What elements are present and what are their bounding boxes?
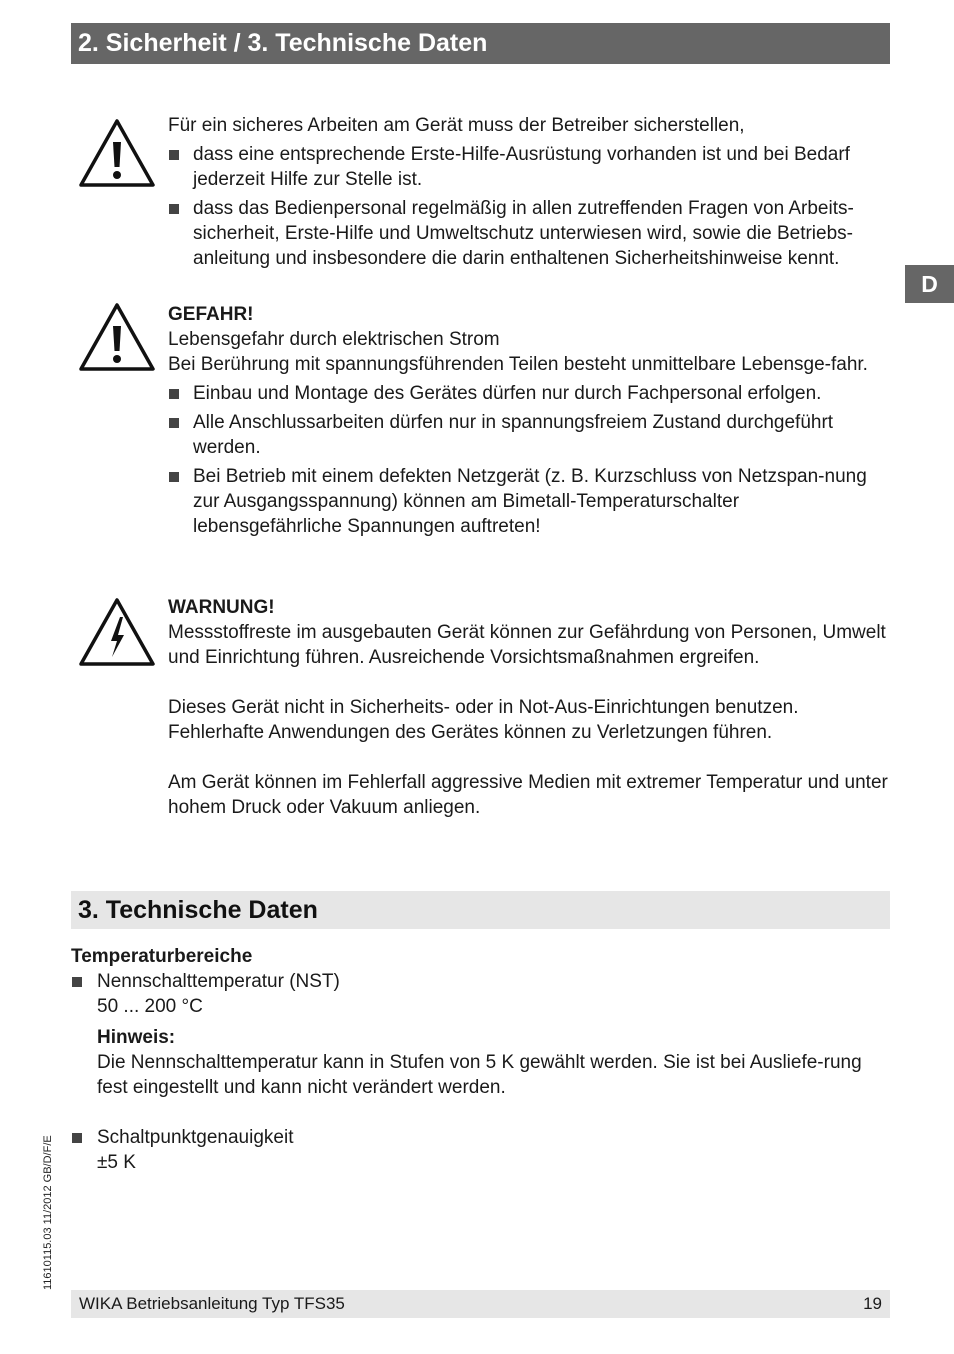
danger-line2: Bei Berührung mit spannungsführenden Teilen besteht unmittelbare Lebensge-fahr. xyxy=(168,354,868,375)
warning-para3: Am Gerät können im Fehlerfall aggressive Medien mit extremer Temperatur und unter hohem Druck oder Vakuum anliegen. xyxy=(168,772,888,818)
bullet-square-icon xyxy=(169,418,179,428)
list-item: Einbau und Montage des Gerätes dürfen nur durch Fachpersonal erfolgen. xyxy=(168,381,893,406)
page-header-title: 2. Sicherheit / 3. Technische Daten xyxy=(71,23,890,64)
operator-bullets xyxy=(168,142,893,271)
technical-data xyxy=(71,944,893,1175)
switch-accuracy-value: ±5 K xyxy=(97,1152,136,1173)
danger-heading: GEFAHR! xyxy=(168,304,254,325)
warning-triangle-icon xyxy=(78,118,156,188)
temperature-ranges-heading: Temperaturbereiche xyxy=(71,946,253,967)
list-item: Bei Betrieb mit einem defekten Netzgerät (z. B. Kurzschluss von Netzspan-nung zur Ausgangsspannung) können am Bimetall-Temperaturschalter lebensgefährliche Spannungen auftreten! xyxy=(168,464,893,539)
bullet-square-icon xyxy=(169,472,179,482)
note-heading: Hinweis: xyxy=(97,1027,176,1048)
electrical-hazard-icon xyxy=(78,597,156,667)
language-tab: D xyxy=(905,265,954,303)
bullet-square-icon xyxy=(169,389,179,399)
bullet-square-icon xyxy=(72,977,82,987)
page-number: 19 xyxy=(863,1294,882,1313)
note-text: Die Nennschalttemperatur kann in Stufen von 5 K gewählt werden. Sie ist bei Ausliefe-rung fest eingestellt und kann nicht verändert werden. xyxy=(97,1052,862,1098)
danger-bullets xyxy=(168,381,893,539)
section-title: 3. Technische Daten xyxy=(71,891,890,929)
list-item: dass das Bedienpersonal regelmäßig in allen zutreffenden Fragen von Arbeits-sicherheit, Erste-Hilfe und Umweltschutz unterwiesen wird, sowie die Betriebs-anleitung und insbesondere die darin enthaltenen Sicherheitshinweise kennt. xyxy=(168,196,893,271)
page-footer xyxy=(71,1290,890,1318)
danger-line1: Lebensgefahr durch elektrischen Strom xyxy=(168,329,500,350)
list-item xyxy=(71,1125,893,1175)
nominal-temp-value: 50 ... 200 °C xyxy=(97,996,203,1017)
warning-para1: Messstoffreste im ausgebauten Gerät können zur Gefährdung von Personen, Umwelt und Einrichtung führen. Ausreichende Vorsichtsmaßnahmen ergreifen. xyxy=(168,622,886,668)
bullet-square-icon xyxy=(169,204,179,214)
warning-heading: WARNUNG! xyxy=(168,597,275,618)
nominal-temp-label: Nennschalttemperatur (NST) xyxy=(97,971,340,992)
warning-para2: Dieses Gerät nicht in Sicherheits- oder in Not-Aus-Einrichtungen benutzen. Fehlerhafte Anwendungen des Gerätes können zu Verletzungen führen. xyxy=(168,697,799,743)
safety-block-operator xyxy=(168,113,893,275)
note xyxy=(71,1025,893,1100)
switch-accuracy-label: Schaltpunktgenauigkeit xyxy=(97,1127,294,1148)
danger-block xyxy=(168,302,893,543)
list-item xyxy=(71,969,893,1019)
warning-triangle-icon xyxy=(78,302,156,372)
operator-intro: Für ein sicheres Arbeiten am Gerät muss der Betreiber sicherstellen, xyxy=(168,115,745,136)
footer-doc-title: WIKA Betriebsanleitung Typ TFS35 xyxy=(79,1294,345,1313)
list-item: dass eine entsprechende Erste-Hilfe-Ausrüstung vorhanden ist und bei Bedarf jederzeit Hilfe zur Stelle ist. xyxy=(168,142,893,192)
bullet-square-icon xyxy=(169,150,179,160)
warning-block xyxy=(168,595,893,820)
list-item: Alle Anschlussarbeiten dürfen nur in spannungsfreiem Zustand durchgeführt werden. xyxy=(168,410,893,460)
bullet-square-icon xyxy=(72,1133,82,1143)
document-code: 11610115.03 11/2012 GB/D/F/E xyxy=(42,1135,54,1290)
